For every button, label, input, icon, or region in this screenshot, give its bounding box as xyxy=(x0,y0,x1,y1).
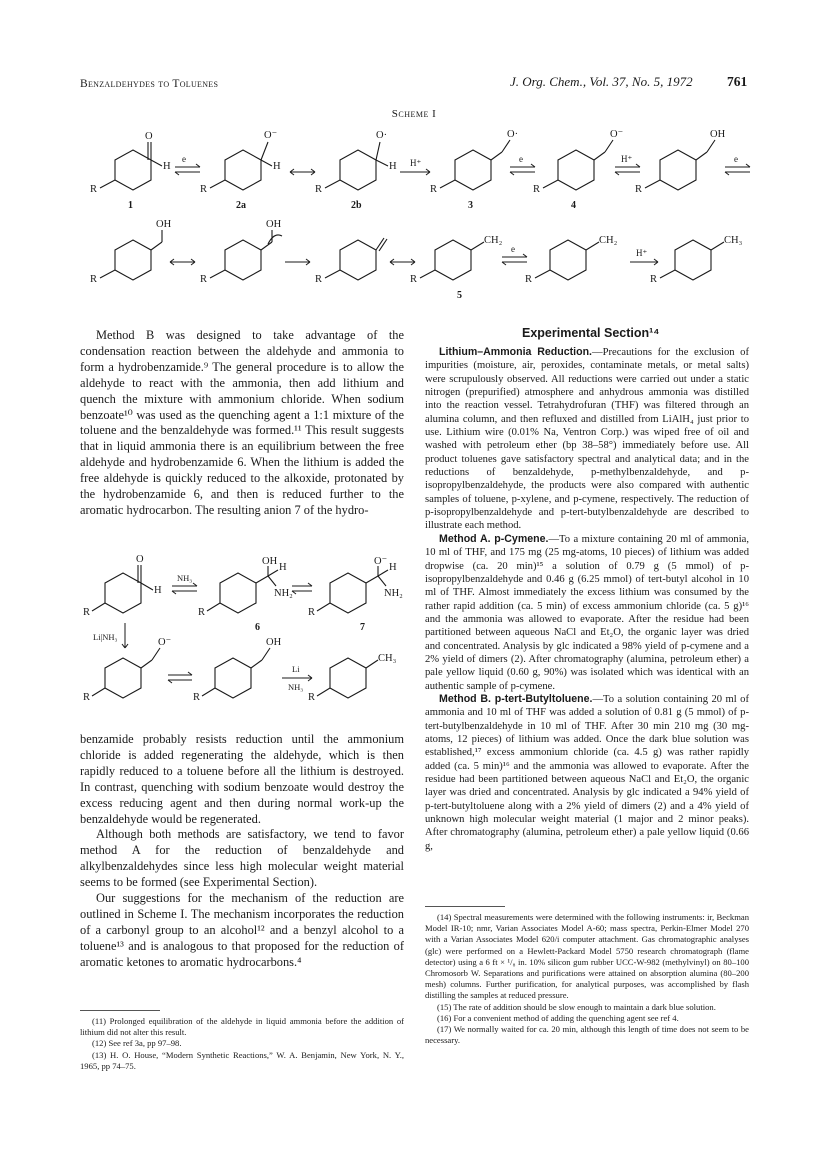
compound-number: 1 xyxy=(128,200,133,211)
atom-label: H xyxy=(273,161,281,172)
footnote: (13) H. O. House, “Modern Synthetic Reactions,” W. A. Benjamin, New York, N. Y., 1965, pp 74–75. xyxy=(80,1049,404,1071)
atom-label: H xyxy=(389,562,397,573)
paragraph: benzamide probably resists reduction until the ammonium chloride is added regenerating the aldehyde, which is then rapidly reduced to a toluene before all the lithium is destroyed. In contrast, quenching with sodium benzoate would destroy the excess reducing agent and then during normal work-up the benzaldehyde would be regenerated. xyxy=(80,732,404,826)
atom-label: H xyxy=(154,585,162,596)
page-number: 761 xyxy=(727,74,748,89)
compound-6-structure xyxy=(207,566,278,613)
atom-label: NH₂ xyxy=(384,588,403,599)
substituent-label: R xyxy=(198,607,206,618)
footnote-rule xyxy=(80,1010,160,1011)
radical-alcohol-structure xyxy=(100,230,162,280)
experimental-section xyxy=(425,346,749,853)
compound-number: 3 xyxy=(468,200,473,211)
compound-number: 2b xyxy=(351,200,362,211)
atom-label: OH xyxy=(262,556,278,567)
reagent-label: e xyxy=(519,154,523,164)
substituent-label: R xyxy=(193,692,201,703)
footnote: (17) We normally waited for ca. 20 min, although this length of time does not seem to be necessary. xyxy=(425,1024,749,1046)
compound-7-structure xyxy=(317,566,388,613)
equilibrium-arrow xyxy=(615,164,640,175)
paragraph: Method B was designed to take advantage of the condensation reaction between the aldehyde and ammonia to form a hydrobenzamide.⁹ The general procedure is to allow the aldehyde to react with the ammonia, then add lithium and quench the mixture with ammonium chloride. When sodium benzoate¹⁰ was used as the quenching agent a 1:1 mixture of the toluene and the benzaldehyde was formed.¹¹ This result suggests that in liquid ammonia there is an equilibrium between the free aldehyde and hydrobenzamide 6. When the lithium is added the free aldehyde is quickly reduced to the alkoxide, protonated by the hydrobenzamide 6, and then is reduced further to the aromatic hydrocarbon. The resulting anion 7 of the hydro- xyxy=(80,328,404,517)
compound-number: 6 xyxy=(255,622,260,633)
substituent-label: R xyxy=(90,274,98,285)
radical-alcohol-fragmenting-structure xyxy=(210,230,282,280)
substituent-label: R xyxy=(200,274,208,285)
atom-label: CH₂ xyxy=(484,235,503,246)
toluene-structure xyxy=(660,240,724,280)
compound-number: 2a xyxy=(236,200,246,211)
substituent-label: R xyxy=(430,184,438,195)
protonation-arrow xyxy=(630,259,658,265)
aldehyde-structure xyxy=(92,565,153,613)
substituent-label: R xyxy=(83,692,91,703)
atom-label: O xyxy=(145,131,153,142)
resonance-arrow xyxy=(290,169,315,175)
left-column-text-bottom xyxy=(80,732,404,971)
equilibrium-arrow xyxy=(510,164,535,175)
substituent-label: R xyxy=(533,184,541,195)
atom-label: O xyxy=(136,554,144,565)
run-in-heading: Method A. p-Cymene. xyxy=(439,532,549,545)
resonance-arrow xyxy=(390,259,415,265)
journal-citation: J. Org. Chem., Vol. 37, No. 5, 1972 xyxy=(510,74,693,89)
atom-label: H xyxy=(163,161,171,172)
atom-label: OH xyxy=(266,219,282,230)
substituent-label: R xyxy=(635,184,643,195)
atom-label: O· xyxy=(376,130,388,141)
reaction-arrow xyxy=(282,675,312,681)
reduction-arrow-down xyxy=(122,623,128,648)
protonation-arrow xyxy=(400,169,430,175)
substituent-label: R xyxy=(83,607,91,618)
running-head: Benzaldehydes to Toluenes xyxy=(80,78,219,90)
footnote: (14) Spectral measurements were determined with the following instruments: ir, Beckman Model IR-10; nmr, Varian Associates Model A-60; mass spectra, Perkin-Elmer Model 270 with a Varian Associates Model 620/i computer attachment. Gas chromatographic analyses (glc) were performed on a Hewlett-Packard Model 5750 research chromatograph (flame detector) using a 6 ft × ¹/₈ in. 10% silicon gum rubber UCC-W-982 (methylvinyl) on 80–100 Chromosorb W. Separations and purifications were attained on absorption alumina (80–200 mesh) columns. Further purification, for analytical purposes, was accomplished by flash distilling the samples at reduced pressure. xyxy=(425,912,749,1001)
atom-label: O· xyxy=(507,129,519,140)
toluene-structure xyxy=(317,658,378,698)
equilibrium-arrow xyxy=(168,672,192,683)
quinoid-structure xyxy=(325,238,387,280)
substituent-label: R xyxy=(308,607,316,618)
run-in-heading: Method B. p-tert-Butyltoluene. xyxy=(439,692,593,705)
scheme-1-diagram xyxy=(70,120,770,305)
footnote: (11) Prolonged equilibration of the aldehyde in liquid ammonia before the addition of lithium did not alter this result. xyxy=(80,1016,404,1038)
compound-3-structure xyxy=(440,140,510,190)
paragraph: Our suggestions for the mechanism of the reduction are outlined in Scheme I. The mechanism incorporates the reduction of a carbonyl group to an alcohol¹² and a benzyl alcohol to a toluene¹³ and is analogous to that proposed for the reduction of aromatic ketones to aromatic hydrocarbons.⁴ xyxy=(80,891,404,969)
reagent-label: Li|NH₃ xyxy=(93,632,118,642)
atom-label: O⁻ xyxy=(158,637,172,648)
paragraph: Although both methods are satisfactory, we tend to favor method A for the reduction of benzaldehyde and alkylbenzaldehydes since less high molecular weight material seems to be formed (see Experimental Section). xyxy=(80,827,404,890)
atom-label: CH₂ xyxy=(599,235,618,246)
compound-4-structure xyxy=(543,140,613,190)
resonance-arrow xyxy=(170,259,195,265)
compound-number: 7 xyxy=(360,622,365,633)
substituent-label: R xyxy=(308,692,316,703)
atom-label: O⁻ xyxy=(610,129,624,140)
atom-label: O⁻ xyxy=(374,556,388,567)
atom-label: H xyxy=(279,562,287,573)
paragraph: —To a mixture containing 20 ml of ammonia, 10 ml of THF, and 175 mg (25 mg-atoms, 10 pieces) of lithium was added dropwise (ca. 20 min)¹⁵ a solution of 0.79 g (5 mmol) of p-isopropylbenzaldehyde and 0.46 g (6.25 mmol) of tert-butyl alcohol in 10 ml of THF. Almost immediately the excess lithium was consumed by the rather rapid addition (ca. 5 min) of excess ammonium chloride (ca. 5 g)¹⁶ and the ammonia was allowed to evaporate. After the residue had been partitioned between aqueous NaCl and Et₂O, the organic layer was dried and concentrated. Analysis by glc indicated a 98% yield of p-cymene and a 2% yield of dimers (2). After chromatography (alumina, petroleum ether) a pale yellow liquid (0.60 g, 90%) was isolated which was identical with an authentic sample of p-cymene. xyxy=(425,533,749,692)
left-footnotes xyxy=(80,1016,404,1072)
atom-label: OH xyxy=(266,637,282,648)
atom-label: CH₃ xyxy=(378,653,397,664)
substituent-label: R xyxy=(410,274,418,285)
substituent-label: R xyxy=(525,274,533,285)
left-column-text-top xyxy=(80,328,404,519)
reagent-label: e xyxy=(734,154,738,164)
atom-label: NH₂ xyxy=(274,588,293,599)
atom-label: H xyxy=(389,161,397,172)
equilibrium-arrow xyxy=(175,164,200,175)
reaction-arrow xyxy=(285,259,310,265)
paragraph: —Precautions for the exclusion of impurities (moisture, air, peroxides, contaminate metals, or metal salts) were scrupulously observed. All reductions were carried out under a static nitrogen (prepurified) atmosphere and anhydrous ammonia was distilled into the reaction vessel. Tetrahydrofuran (THF) was filtered through an alumina column, and then refluxed and distilled from LiAlH₄ just prior to use. Lithium wire (0.01% Na, Ventron Corp.) was wiped free of oil and washed with petroleum ether (bp 38–58°) immediately before use. All product toluenes gave satisfactory spectral and analytical data; and in the reductions of benzaldehyde, p-methylbenzaldehyde, and p-isopropylbenzaldehyde, the products were also compared with authentic samples of toluene, p-xylene, and p-cymene, respectively. The reduction of p-isopropylbenzaldehyde and p-tert-butylbenzaldehyde are described to illustrate each method. xyxy=(425,347,749,532)
substituent-label: R xyxy=(200,184,208,195)
substituent-label: R xyxy=(650,274,658,285)
benzyl-alcohol-structure xyxy=(202,648,270,698)
reagent-label: e xyxy=(182,154,186,164)
hydrobenzamide-scheme xyxy=(80,548,410,718)
equilibrium-arrow xyxy=(292,583,312,594)
atom-label: O⁻ xyxy=(264,130,278,141)
compound-2a-structure xyxy=(210,142,272,190)
benzyl-anion-structure xyxy=(535,240,599,280)
reagent-label: Li xyxy=(292,664,300,674)
reagent-label: H⁺ xyxy=(621,154,633,164)
substituent-label: R xyxy=(315,274,323,285)
paragraph: —To a solution containing 20 ml of ammonia and 10 ml of THF was added a solution of 0.81 g (5 mmol) of p-tert-butylbenzaldehyde in 10 ml of THF. After 30 min 210 mg (30 mg-atoms, 12 pieces) of lithium was added. Once the dark blue solution was established,¹⁷ excess ammonium chloride (ca. 4.5 g) was rather rapidly added (ca. 5 min)¹⁶ and the ammonia was allowed to evaporate. After the residue had been partitioned between aqueous NaCl and Et₂O, the organic layer was dried and concentrated. Analysis by glc indicated a 94% yield of p-tert-butyltoluene along with a 2% yield of dimers (2) and a 4% yield of unknown high molecular weight material (1 major and 2 minor peaks). After chromatography (alumina, petroleum ether) a pale yellow liquid (0.66 g, xyxy=(425,693,749,852)
compound-5-structure xyxy=(420,240,484,280)
equilibrium-arrow xyxy=(502,254,527,265)
reagent-label: H⁺ xyxy=(410,158,422,168)
substituent-label: R xyxy=(90,184,98,195)
footnote-rule xyxy=(425,906,505,907)
scheme-title: Scheme I xyxy=(391,108,437,120)
right-footnotes xyxy=(425,912,749,1046)
atom-label: OH xyxy=(156,219,172,230)
equilibrium-arrow xyxy=(172,583,197,594)
benzyl-alcohol-structure xyxy=(645,140,715,190)
footnote: (12) See ref 3a, pp 97–98. xyxy=(92,1038,182,1049)
substituent-label: R xyxy=(315,184,323,195)
footnote: (16) For a convenient method of adding the quenching agent see ref 4. xyxy=(437,1012,679,1023)
compound-number: 5 xyxy=(457,290,462,301)
footnote: (15) The rate of addition should be slow enough to maintain a dark blue solution. xyxy=(437,1001,716,1012)
atom-label: CH₃ xyxy=(724,235,743,246)
reagent-label: NH₃ xyxy=(177,573,193,583)
compound-1-structure xyxy=(100,142,162,190)
reagent-label: NH₃ xyxy=(288,682,304,692)
section-title: Experimental Section¹⁴ xyxy=(522,326,660,340)
atom-label: OH xyxy=(710,129,726,140)
alkoxide-structure xyxy=(92,648,160,698)
compound-2b-structure xyxy=(325,142,388,190)
equilibrium-arrow xyxy=(725,164,750,175)
reagent-label: e xyxy=(511,244,515,254)
reagent-label: H⁺ xyxy=(636,248,648,258)
run-in-heading: Lithium–Ammonia Reduction. xyxy=(439,346,592,358)
compound-number: 4 xyxy=(571,200,576,211)
